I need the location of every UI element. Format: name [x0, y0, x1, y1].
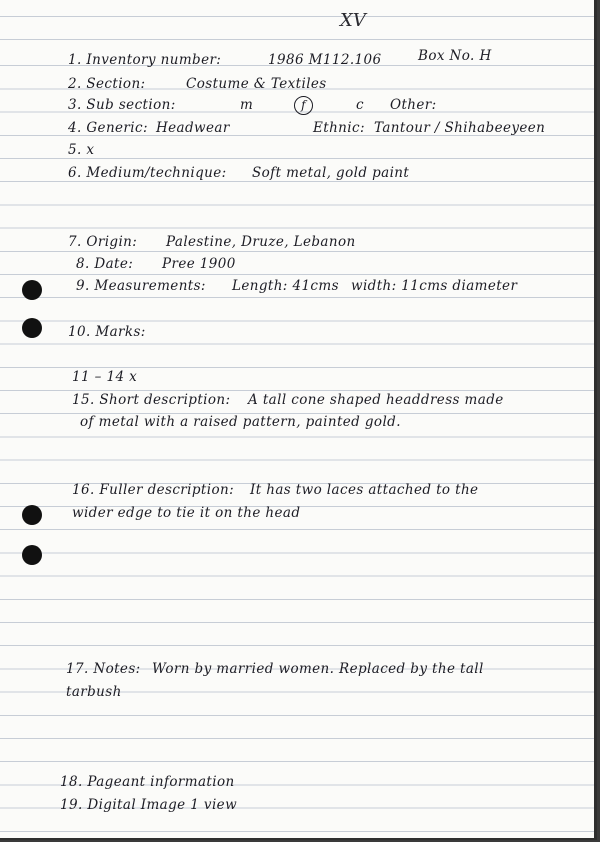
pageant-line: 18. Pageant information [60, 774, 235, 790]
notes-text-2: tarbush [66, 684, 122, 700]
fuller-description-label: 16. Fuller description: [72, 482, 235, 498]
ethnic-value: Tantour / Shihabeeyeen [374, 120, 546, 136]
origin-value: Palestine, Druze, Lebanon [166, 234, 356, 250]
top-mark: XV [340, 10, 366, 31]
medium-label: 6. Medium/technique: [68, 165, 227, 181]
subsection-f: f [294, 96, 313, 115]
box-number: Box No. H [418, 48, 492, 64]
short-description-label: 15. Short description: [72, 392, 231, 408]
inventory-label: 1. Inventory number: [68, 52, 222, 68]
items-11-14-line: 11 – 14 x [72, 369, 138, 385]
measurements-label: 9. Measurements: [76, 278, 206, 294]
measurements-length: Length: 41cms [232, 278, 339, 294]
subsection-other: Other: [390, 97, 437, 113]
notes-text-1: Worn by married women. Replaced by the tall [152, 661, 484, 677]
generic-value: Headwear [156, 120, 230, 136]
date-label: 8. Date: [76, 256, 134, 272]
fuller-description-text-2: wider edge to tie it on the head [72, 505, 301, 521]
section-value: Costume & Textiles [186, 76, 327, 92]
notes-label: 17. Notes: [66, 661, 141, 677]
subsection-m: m [240, 97, 254, 113]
marks-line: 10. Marks: [68, 324, 146, 340]
short-description-text-2: of metal with a raised pattern, painted gold. [80, 414, 401, 430]
section-label: 2. Section: [68, 76, 146, 92]
generic-label: 4. Generic: [68, 120, 148, 136]
subsection-label: 3. Sub section: [68, 97, 176, 113]
measurements-width: width: 11cms diameter [351, 278, 518, 294]
punch-hole [22, 505, 42, 525]
inventory-value: 1986 M112.106 [268, 52, 382, 68]
medium-value: Soft metal, gold paint [252, 165, 410, 181]
punch-hole [22, 545, 42, 565]
fuller-description-text-1: It has two laces attached to the [250, 482, 479, 498]
subsection-f-circled [292, 97, 315, 116]
item-5-line: 5. x [68, 142, 95, 158]
ethnic-label: Ethnic: [313, 120, 365, 136]
date-value: Pree 1900 [162, 256, 236, 272]
short-description-text-1: A tall cone shaped headdress made [248, 392, 504, 408]
subsection-c: c [356, 97, 364, 113]
punch-hole [22, 280, 42, 300]
origin-label: 7. Origin: [68, 234, 138, 250]
digital-image-line: 19. Digital Image 1 view [60, 797, 238, 813]
punch-hole [22, 318, 42, 338]
